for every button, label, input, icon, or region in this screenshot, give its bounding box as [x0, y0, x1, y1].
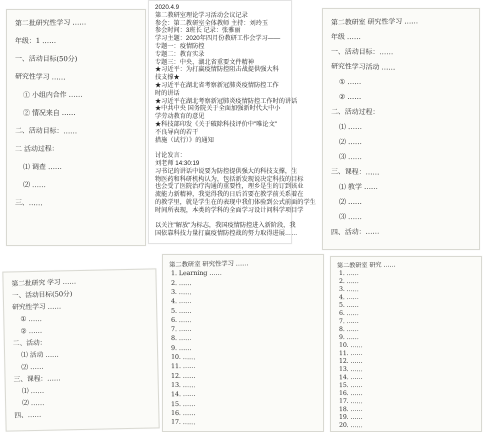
handwritten-line: 10. ……: [338, 341, 363, 350]
handwritten-line: 二、活动目标：……: [14, 126, 78, 136]
handwritten-line: ⑴ 调查 ……: [22, 162, 62, 172]
handwritten-line: ⑶ ……: [338, 152, 362, 162]
handwritten-line: 三、……: [14, 198, 43, 208]
handwritten-line: 三、课程：……: [330, 167, 380, 177]
typed-line: 国依靠科技力量打赢疫情防控战的努力取得进展……: [155, 230, 298, 238]
handwritten-line: 13. ……: [170, 380, 196, 390]
handwritten-line: 11. ……: [338, 349, 363, 358]
handwritten-line: 一、活动目标(50分): [14, 54, 78, 64]
handwritten-line: ⑶ ……: [338, 212, 362, 222]
handwritten-line: ⑵ ……: [22, 398, 45, 408]
handwritten-line: ⑵ ……: [339, 198, 362, 206]
handwritten-line: 13. ……: [338, 365, 363, 374]
handwritten-line: 二 活动过程：: [14, 144, 59, 154]
handwritten-line: 二、活动过程：: [330, 107, 380, 117]
typed-line: 刘老师 14:30:19: [155, 160, 200, 167]
handwritten-line: ⑵ ……: [338, 137, 362, 147]
handwritten-line: 6. ……: [170, 315, 192, 324]
typed-line: 也会受了医院治疗沟通的重要性，理乡是生的订到该业: [155, 183, 304, 191]
typed-line: 措施（试行）》的通知: [155, 136, 214, 144]
typed-line: 专题一：疫情防控: [155, 43, 205, 50]
typed-line: 的教学里，就是学生在的表现中我们体验到公式前面的学生: [155, 199, 316, 206]
handwritten-line: 一、活动目标(50分): [11, 289, 73, 300]
handwritten-line: 15. ……: [338, 381, 363, 390]
handwritten-line: 9. ……: [338, 333, 359, 342]
handwritten-line: 14. ……: [170, 389, 196, 399]
handwritten-line: 2. ……: [170, 278, 192, 287]
handwritten-line: 第二教研室 研究 ……: [336, 261, 396, 270]
typed-line: 2020.4.9: [155, 4, 180, 11]
typed-line: 不良导向的若干: [155, 128, 199, 136]
handwritten-line: 3. ……: [170, 287, 192, 297]
handwritten-line: 15. ……: [170, 399, 196, 408]
handwritten-line: 8. ……: [170, 334, 192, 343]
notes-lines: [3, 269, 155, 420]
handwritten-line: 第二教研室 研究性学习 ……: [330, 17, 419, 27]
handwritten-line: 19. ……: [339, 414, 363, 421]
typed-line: 专题三：中央、湖北省重要文件精神: [155, 58, 254, 66]
handwritten-line: 四、……: [14, 410, 42, 420]
handwritten-line: ② ……: [20, 326, 43, 336]
handwritten-line: 一、活动目标：……: [330, 47, 394, 57]
handwritten-line: 18. ……: [338, 405, 363, 414]
handwritten-line: 1. Learning ……: [170, 269, 222, 278]
handwritten-line: 17. ……: [338, 397, 363, 406]
handwritten-line: 5. ……: [339, 302, 359, 309]
handwritten-line: 8. ……: [338, 325, 359, 334]
handwritten-line: 7. ……: [170, 324, 192, 334]
handwritten-line: 第二批研究 学习 ……: [11, 277, 77, 289]
handwritten-line: 1. ……: [338, 269, 359, 278]
handwritten-line: 16. ……: [170, 408, 196, 417]
handwritten-line: ⑴ ……: [338, 122, 362, 132]
handwritten-line: 7. ……: [338, 317, 359, 326]
typed-line: 参会：第二教研室全体教师 主持：刘玲玉: [155, 19, 269, 27]
typed-line: 参会时间：3班长 记录：张雅丽: [155, 27, 241, 35]
handwritten-line: ① 小组内合作 ……: [22, 90, 83, 100]
handwritten-line: 9. ……: [170, 343, 192, 352]
typed-line: 时间所表现，本类的学科的全面学习设计问科学项目学: [155, 206, 304, 214]
handwritten-line: ⑴ ……: [21, 386, 45, 396]
handwritten-line: ② ……: [339, 93, 362, 101]
handwritten-line: 4. ……: [170, 297, 192, 306]
typed-line: ★习近平：为打赢疫情防控阻击战提供强大科: [155, 66, 279, 74]
handwritten-line: 第二教研室 研究性学习 ……: [168, 259, 249, 269]
handwritten-line: ⑵ ……: [22, 180, 46, 190]
handwritten-line: 2. ……: [338, 277, 359, 286]
handwritten-line: 12. ……: [339, 358, 363, 365]
handwritten-line: ⑵ ……: [21, 362, 44, 372]
handwritten-line: 14. ……: [338, 373, 363, 382]
handwritten-line: ⑴ 活动 ……: [21, 350, 59, 360]
typed-line: 时的讲话: [155, 89, 180, 97]
handwritten-line: 11. ……: [170, 362, 196, 371]
handwritten-line: 16. ……: [338, 389, 363, 398]
typed-line: ★科技部印发《关于破除科技评价中"唯论文": [155, 121, 277, 128]
handwritten-line: 3. ……: [338, 285, 359, 294]
handwritten-line: 研究性学习 ……: [14, 72, 66, 82]
handwritten-line: 年级 ……: [330, 32, 361, 42]
typed-line: ★习近平在湖北省考察新冠肺炎疫情防控工作: [155, 82, 279, 89]
typed-line: 习书记的讲话中说要为防控提供强大的科技支撑，生: [155, 167, 298, 175]
typed-line: 物医药和科研机构认为，包括新发现说决定科技的目标: [155, 175, 304, 183]
handwritten-line: 二、活动：: [12, 338, 47, 348]
typed-line: 专题二：教育实录: [155, 50, 205, 58]
typed-line: ★中共中央 国务院关于全面加强新时代大中小: [155, 105, 281, 113]
notes-sheet-left-top: [6, 9, 146, 246]
handwritten-line: 研究性学习活动 ……: [330, 62, 396, 72]
handwritten-line: 20. ……: [338, 421, 363, 430]
typed-line: 第二教研室理论学习活动会议记录: [155, 11, 248, 19]
handwritten-line: ① ……: [338, 77, 362, 87]
handwritten-line: 三、课程：……: [13, 374, 61, 384]
typed-line: 流能力新精神，我觉得我的日后首要在教学前关系着在: [155, 191, 304, 199]
notes-sheet-center-bottom: [162, 254, 324, 432]
handwritten-line: 年级：1 ……: [14, 36, 57, 46]
typed-line: 讨论发言：: [155, 152, 186, 160]
handwritten-line: 10. ……: [170, 352, 196, 362]
handwritten-line: 6. ……: [338, 309, 359, 318]
handwritten-line: 12. ……: [171, 371, 196, 380]
typed-line: ★习近平在湖北考察新冠肺炎疫情防控工作时的讲话: [155, 97, 298, 105]
notes-sheet-right-bottom: [330, 256, 482, 432]
handwritten-line: ⑴ 教学 ……: [338, 182, 378, 192]
notes-sheet-right-top: [322, 8, 480, 250]
handwritten-line: 4. ……: [338, 293, 359, 302]
typed-line: 学习主题：2020年四月份教研工作会学习——: [155, 35, 281, 43]
handwritten-line: 17. ……: [170, 417, 196, 427]
handwritten-line: ① ……: [20, 315, 42, 324]
handwritten-line: 第二批研究性学习 ……: [14, 18, 87, 28]
typed-line: 以关注"解放"为标志，我国疫情防控进入新阶段，我: [155, 222, 296, 230]
handwritten-line: ② 情况来自 ……: [23, 109, 76, 117]
handwritten-line: 四、活动：……: [330, 227, 380, 237]
notes-sheet-center-typed: [148, 0, 316, 244]
typed-line: 学劳动教育的意见: [155, 113, 205, 121]
handwritten-line: 5. ……: [171, 306, 192, 315]
handwritten-line: 研究性学习 ……: [12, 302, 62, 312]
notes-sheet-left-bottom: [2, 268, 159, 431]
typed-line: 技支撑★: [155, 74, 180, 82]
